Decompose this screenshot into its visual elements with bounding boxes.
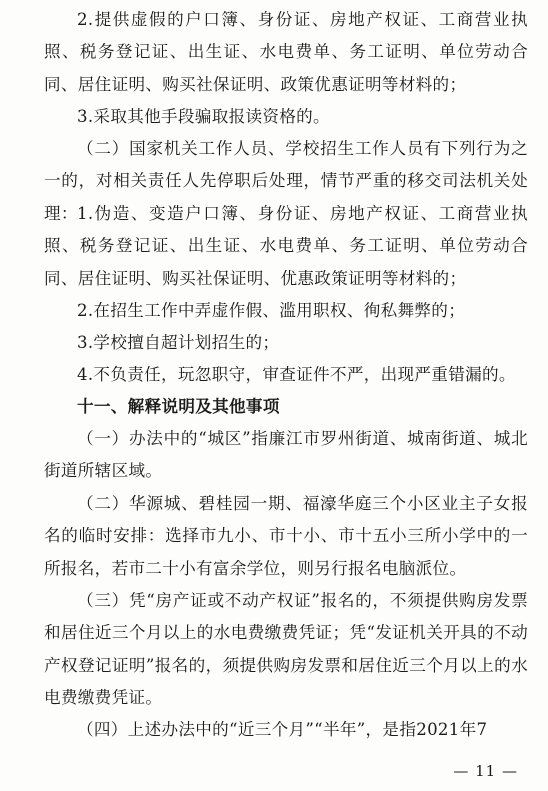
section-heading-eleven: 十一、解释说明及其他事项 [77, 397, 280, 416]
paragraph-temporary-arrangement: （二）华源城、碧桂园一期、福濠华庭三个小区业主子女报名的临时安排：选择市九小、市十小、市十五小三所小学中的一所报名，若市二十小有富余学位，则另行报名电脑派位。 [44, 494, 528, 578]
paragraph-item-2-fraud: 2.在招生工作中弄虚作假、滥用职权、徇私舞弊的； [77, 301, 466, 320]
paragraph-item-2-false-documents: 2.提供虚假的户口簿、身份证、房地产权证、工商营业执照、税务登记证、出生证、水电费单、务工证明、单位劳动合同、居住证明、购买社保证明、政策优惠证明等材料的； [44, 10, 528, 94]
paragraph-urban-area-definition: （一）办法中的“城区”指廉江市罗州街道、城南街道、城北街道所辖区域。 [44, 429, 528, 481]
paragraph-time-definition: （四）上述办法中的“近三个月”“半年”，是指2021年7 [77, 720, 488, 739]
paragraph-item-4-negligence: 4.不负责任，玩忽职守，审查证件不严，出现严重错漏的。 [77, 365, 516, 384]
paragraph-item-1-forged-documents: 1.伪造、变造户口簿、身份证、房地产权证、工商营业执照、税务登记证、出生证、水电费单、务工证明、单位劳动合同、居住证明、购买社保证明、优惠政策证明等材料的； [44, 204, 528, 288]
paragraph-item-3-over-enrollment: 3.学校擅自超计划招生的； [77, 333, 280, 352]
paragraph-section-2-staff-violations: （二）国家机关工作人员、学校招生工作人员有下列行为之一的，对相关责任人先停职后处理，情节严重的移交司法机关处理： [44, 139, 528, 223]
paragraph-property-certificate: （三）凭“房产证或不动产权证”报名的，不须提供购房发票和居住近三个月以上的水电费缴费凭证；凭“发证机关开具的不动产权登记证明”报名的，须提供购房发票和居住近三个月以上的水电费缴费凭证。 [44, 591, 528, 708]
page-number: — 11 — [453, 762, 518, 780]
paragraph-item-3-other-means: 3.采取其他手段骗取报读资格的。 [77, 107, 330, 126]
